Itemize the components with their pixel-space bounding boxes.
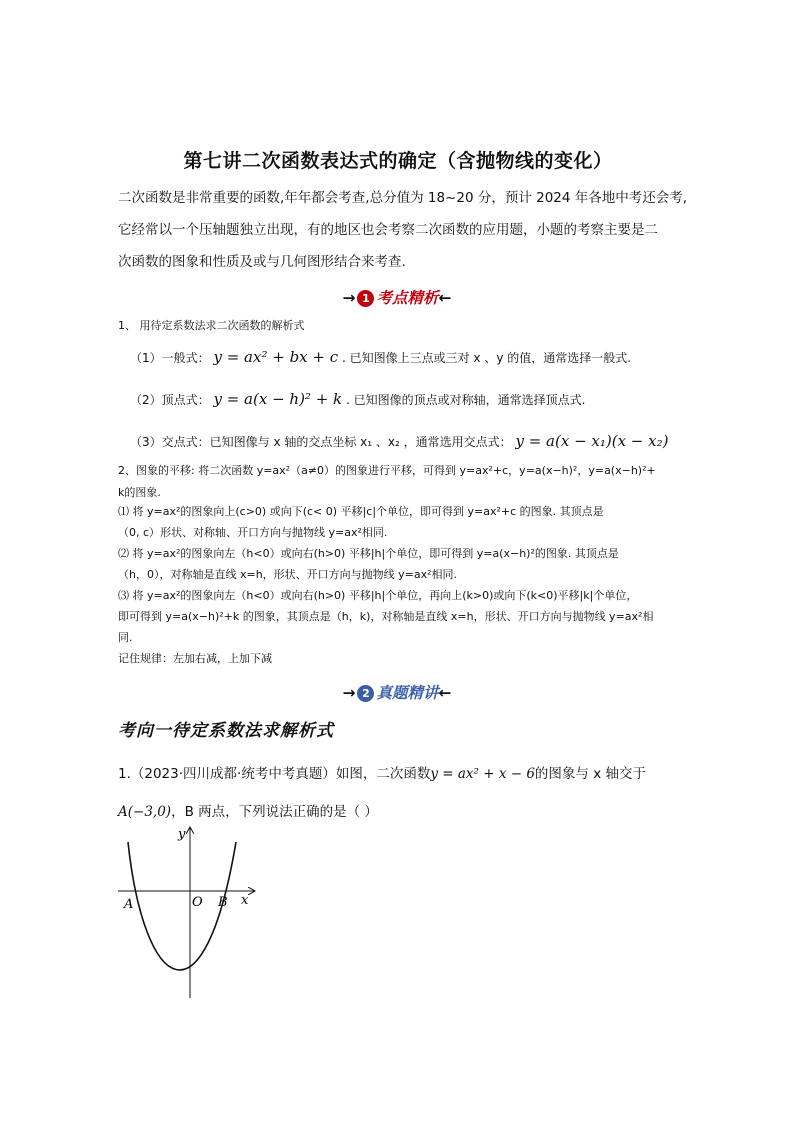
rule-text: 记住规律：左加右减，上加下减 <box>118 652 272 665</box>
banner-exam-questions <box>0 681 794 703</box>
page-title: 第七讲二次函数表达式的确定（含抛物线的变化） <box>183 150 613 172</box>
x-axis-label: x <box>241 893 249 908</box>
intro-line-3: 次函数的图象和性质及或与几何图形结合来考查. <box>118 254 406 270</box>
intro-line-2: 它经常以一个压轴题独立出现，有的地区也会考察二次函数的应用题，小题的考察主要是二 <box>118 222 658 238</box>
arrow-left-icon: ← <box>438 684 452 702</box>
banner-label: 真题精讲 <box>376 684 439 702</box>
translation-3-line-1: ⑶ 将 y=ax²的图象向左（h<0）或向右(h>0) 平移|h|个单位，再向上(k>0)或向下(k<0)平移|k|个单位， <box>118 589 638 602</box>
question-1-suffix: 的图象与 x 轴交于 <box>534 766 646 782</box>
point-2-line-1: 2、图象的平移: 将二次函数 y=ax²（a≠0）的图象进行平移，可得到 y=ax²+c，y=a(x−h)²，y=a(x−h)²+ <box>118 464 656 477</box>
banner-label: 考点精析 <box>376 289 439 307</box>
intercept-form-line <box>130 432 668 450</box>
general-form-prefix: （1）一般式： <box>130 351 210 365</box>
arrow-left-icon: ← <box>438 289 452 307</box>
question-1-line-2-suffix: ，B 两点，下列说法正确的是（ ） <box>171 804 378 820</box>
parabola-figure <box>110 822 270 1007</box>
translation-3-line-3: 同. <box>118 631 133 644</box>
point-b-label: B <box>218 895 228 910</box>
number-one-icon: 1 <box>357 290 374 307</box>
translation-2-line-1: ⑵ 将 y=ax²的图象向左（h<0）或向右(h>0) 平移|h|个单位，即可得到 y=a(x−h)²的图象. 其顶点是 <box>118 547 619 560</box>
point-a-coordinates: A(−3,0) <box>118 804 172 820</box>
general-form-line <box>130 348 631 366</box>
intro-line-1: 二次函数是非常重要的函数,年年都会考查,总分值为 18~20 分，预计 2024 年各地中考还会考, <box>118 190 688 206</box>
question-1-line-1 <box>118 762 646 782</box>
vertex-form-formula: y = a(x − h)² + k <box>213 390 343 408</box>
intercept-form-prefix: （3）交点式：已知图像与 x 轴的交点坐标 x₁ 、x₂ ，通常选用交点式： <box>130 435 512 449</box>
vertex-form-suffix: . 已知图像的顶点或对称轴，通常选择顶点式. <box>345 393 586 407</box>
translation-2-line-2: （h，0），对称轴是直线 x=h，形状、开口方向与抛物线 y=ax²相同. <box>118 568 458 581</box>
origin-label: O <box>192 895 203 910</box>
point-a-label: A <box>124 897 134 912</box>
arrow-right-icon: → <box>342 289 356 307</box>
point-1-title: 1、 用待定系数法求二次函数的解析式 <box>118 319 305 332</box>
question-1-prefix: 1.（2023·四川成都·统考中考真题）如图，二次函数 <box>118 766 431 782</box>
translation-1-line-2: （0, c）形状、对称轴、开口方向与抛物线 y=ax²相同. <box>118 526 388 539</box>
general-form-suffix: . 已知图像上三点或三对 x 、y 的值，通常选择一般式. <box>341 351 632 365</box>
point-2-line-2: k的图象. <box>118 486 161 499</box>
intercept-form-formula: y = a(x − x₁)(x − x₂) <box>515 432 669 450</box>
translation-1-line-1: ⑴ 将 y=ax²的图象向上(c>0) 或向下(c< 0) 平移|c|个单位，即可得到 y=ax²+c 的图象. 其顶点是 <box>118 505 604 518</box>
question-1-formula: y = ax² + x − 6 <box>430 766 535 782</box>
intro-paragraph <box>118 182 693 278</box>
y-axis-label: y <box>178 827 186 842</box>
general-form-formula: y = ax² + bx + c <box>213 348 339 366</box>
vertex-form-line <box>130 390 585 408</box>
banner-key-points <box>0 286 794 308</box>
translation-3-line-2: 即可得到 y=a(x−h)²+k 的图象，其顶点是（h，k)，对称轴是直线 x=h，形状、开口方向与抛物线 y=ax²相 <box>118 610 654 623</box>
question-1-line-2 <box>118 800 378 820</box>
section-title: 考向一待定系数法求解析式 <box>118 721 334 741</box>
arrow-right-icon: → <box>342 684 356 702</box>
number-two-icon: 2 <box>357 685 374 702</box>
vertex-form-prefix: （2）顶点式： <box>130 393 210 407</box>
